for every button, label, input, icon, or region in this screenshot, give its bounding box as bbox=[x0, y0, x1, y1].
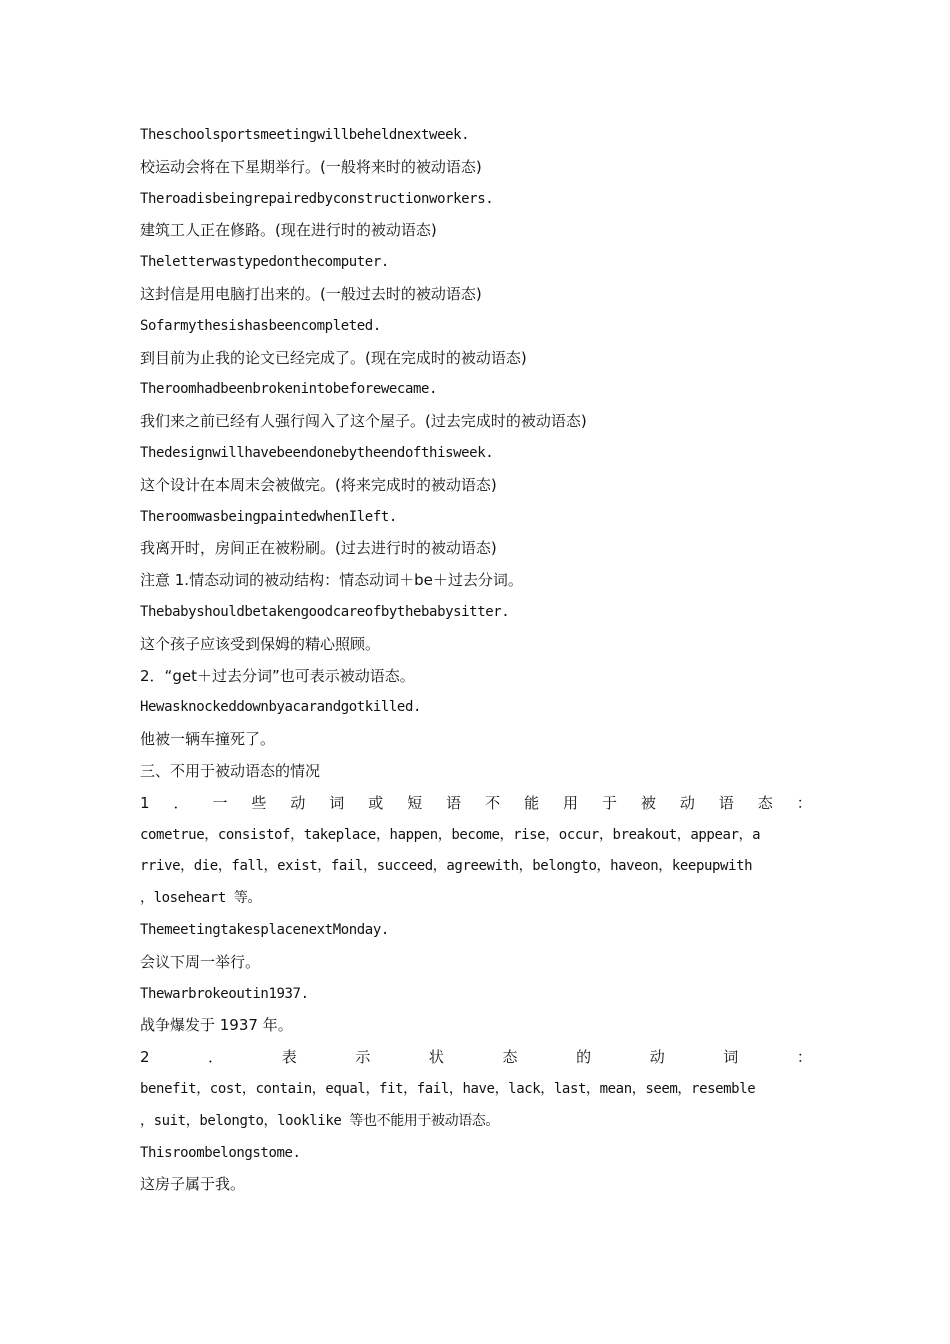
verb-list-line: cometrue，consistof，takeplace，happen，become，rise，occur，breakout，appear，a bbox=[140, 826, 761, 843]
note-modal-passive: 注意 1.情态动词的被动结构：情态动词＋be＋过去分词。 bbox=[140, 571, 523, 590]
heading-char: 不 bbox=[485, 793, 501, 812]
heading-char: 示 bbox=[355, 1048, 371, 1067]
note-get-passive: 2．“get＋过去分词”也可表示被动语态。 bbox=[140, 666, 415, 685]
example-sentence-en: ThemeetingtakesplacenextMonday. bbox=[140, 921, 389, 938]
example-sentence-en: Thedesignwillhavebeendonebytheendofthisweek. bbox=[140, 444, 494, 461]
example-sentence-en: Thisroombelongstome. bbox=[140, 1144, 301, 1161]
heading-char: 于 bbox=[601, 793, 617, 812]
heading-char: 状 bbox=[428, 1048, 444, 1067]
example-sentence-en: Hewasknockeddownbyacarandgotkilled. bbox=[140, 699, 422, 716]
example-sentence-en: Theletterwastypedonthecomputer. bbox=[140, 254, 389, 271]
document-body bbox=[140, 120, 812, 1201]
heading-char: ： bbox=[796, 1048, 812, 1067]
verb-list-line: ，loseheart 等。 bbox=[140, 890, 262, 907]
heading-char: ． bbox=[173, 793, 189, 812]
example-translation-zh: 我们来之前已经有人强行闯入了这个屋子。(过去完成时的被动语态) bbox=[140, 412, 587, 431]
example-translation-zh: 建筑工人正在修路。(现在进行时的被动语态) bbox=[140, 221, 437, 240]
example-translation-zh: 战争爆发于 1937 年。 bbox=[140, 1016, 293, 1035]
verb-list-line: ，suit，belongto，looklike 等也不能用于被动语态。 bbox=[140, 1112, 500, 1129]
heading-char: 短 bbox=[407, 793, 423, 812]
example-translation-zh: 我离开时，房间正在被粉刷。(过去进行时的被动语态) bbox=[140, 539, 497, 558]
example-translation-zh: 这房子属于我。 bbox=[140, 1175, 246, 1194]
example-sentence-en: Theroadisbeingrepairedbyconstructionworkers. bbox=[140, 190, 494, 207]
heading-char: 动 bbox=[679, 793, 695, 812]
heading-char: 词 bbox=[723, 1048, 739, 1067]
heading-char: 被 bbox=[640, 793, 656, 812]
example-translation-zh: 校运动会将在下星期举行。(一般将来时的被动语态) bbox=[140, 157, 482, 176]
example-sentence-en: Theschoolsportsmeetingwillbeheldnextweek. bbox=[140, 127, 470, 143]
example-sentence-en: TheroomwasbeingpaintedwhenIleft. bbox=[140, 508, 397, 525]
example-translation-zh: 这个设计在本周末会被做完。(将来完成时的被动语态) bbox=[140, 475, 497, 494]
heading-char: 或 bbox=[368, 793, 384, 812]
verb-list-line: benefit，cost，contain，equal，fit，fail，have，lack，last，mean，seem，resemble bbox=[140, 1080, 756, 1097]
section-heading: 三、不用于被动语态的情况 bbox=[140, 761, 321, 780]
example-sentence-en: Theroomhadbeenbrokenintobeforewecame. bbox=[140, 381, 438, 398]
section2-heading bbox=[140, 1042, 812, 1074]
heading-char: 词 bbox=[329, 793, 345, 812]
heading-char: ： bbox=[796, 793, 812, 812]
heading-char: 态 bbox=[757, 793, 773, 812]
heading-char: 动 bbox=[649, 1048, 665, 1067]
example-sentence-en: Sofarmythesishasbeencompleted. bbox=[140, 317, 381, 334]
example-translation-zh: 这个孩子应该受到保姆的精心照顾。 bbox=[140, 634, 381, 653]
example-translation-zh: 他被一辆车撞死了。 bbox=[140, 730, 276, 749]
heading-char: 态 bbox=[502, 1048, 518, 1067]
example-sentence-en: Thebabyshouldbetakengoodcareofbythebabysitter. bbox=[140, 603, 510, 620]
heading-char: 的 bbox=[576, 1048, 592, 1067]
heading-char: 语 bbox=[446, 793, 462, 812]
heading-char: 语 bbox=[718, 793, 734, 812]
heading-char: 能 bbox=[524, 793, 540, 812]
heading-char: 动 bbox=[290, 793, 306, 812]
heading-char: 1 bbox=[140, 793, 150, 812]
heading-char: ． bbox=[208, 1048, 224, 1067]
heading-char: 表 bbox=[281, 1048, 297, 1067]
example-translation-zh: 这封信是用电脑打出来的。(一般过去时的被动语态) bbox=[140, 284, 482, 303]
heading-char: 2 bbox=[140, 1048, 150, 1067]
example-translation-zh: 会议下周一举行。 bbox=[140, 952, 261, 971]
section1-heading bbox=[140, 788, 812, 820]
heading-char: 些 bbox=[251, 793, 267, 812]
example-sentence-en: Thewarbrokeoutin1937. bbox=[140, 985, 309, 1002]
example-translation-zh: 到目前为止我的论文已经完成了。(现在完成时的被动语态) bbox=[140, 348, 527, 367]
heading-char: 一 bbox=[212, 793, 228, 812]
heading-char: 用 bbox=[563, 793, 579, 812]
verb-list-line: rrive，die，fall，exist，fail，succeed，agreewith，belongto，haveon，keepupwith bbox=[140, 858, 753, 875]
